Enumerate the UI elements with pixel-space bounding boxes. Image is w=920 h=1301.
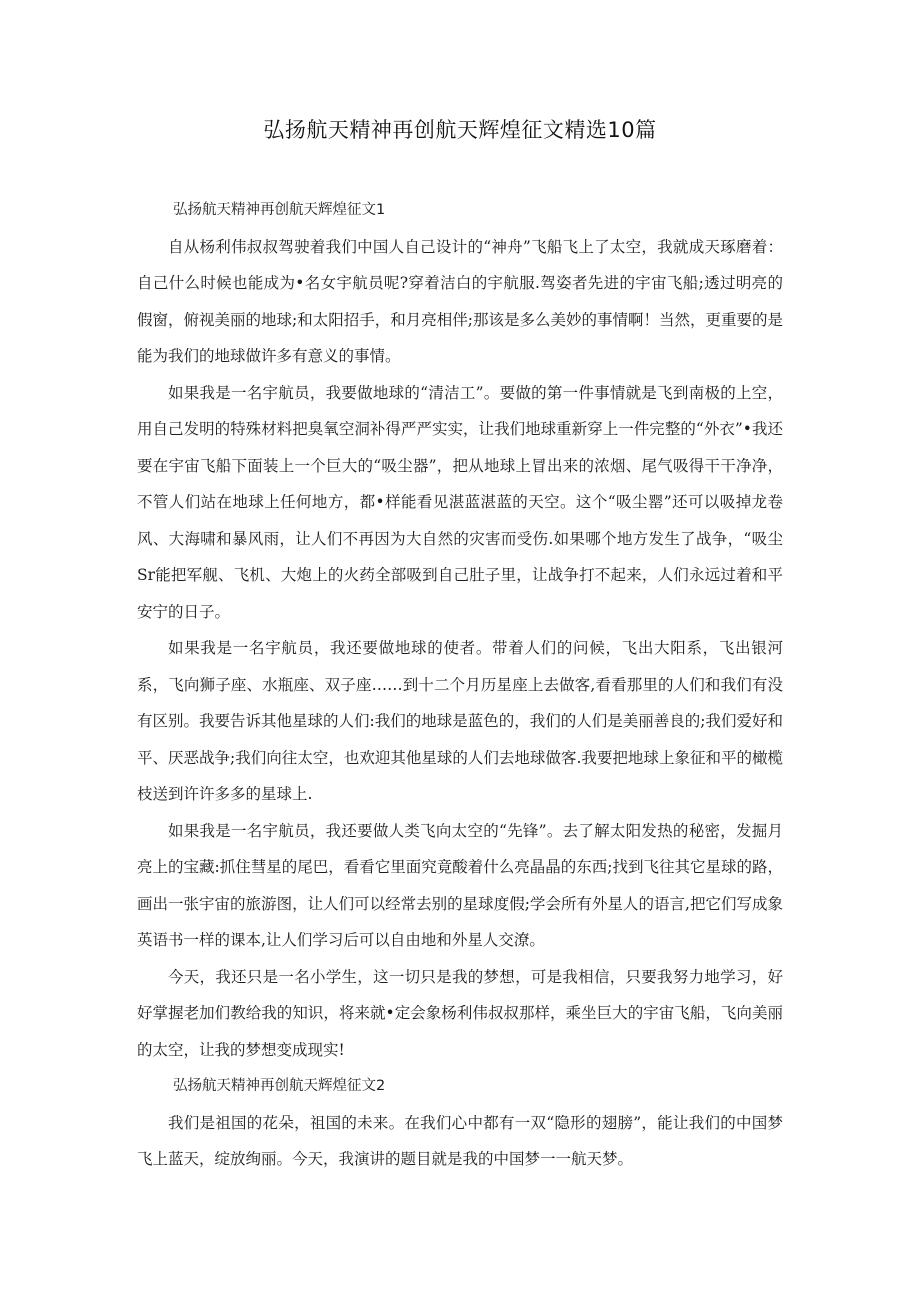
document-body: [137, 192, 783, 1178]
section-1-paragraph-1: 自从杨利伟叔叔驾驶着我们中国人自己设计的“神舟”飞船飞上了太空，我就成天琢磨着：自己什么时候也能成为•名女宇航员呢?穿着洁白的宇航服.驾姿者先进的宇宙飞船;透过明亮的假窗，俯视美丽的地球;和太阳招手，和月亮相伴;那该是多么美妙的事情啊！当然，更重要的是能为我们的地球做许多有意义的事情。: [137, 237, 783, 365]
section-1-paragraph-2: 如果我是一名宇航员，我要做地球的“清洁工”。要做的第一件事情就是飞到南极的上空，用自己发明的特殊材料把臭氧空洞补得严严实实，让我们地球重新穿上一件完整的“外衣”•我还要在宇宙飞船下面装上一个巨大的“吸尘器”，把从地球上冒出来的浓烟、尾气吸得干干净净，不管人们站在地球上任何地方，都•样能看见湛蓝湛蓝的天空。这个“吸尘罂”还可以吸掉龙卷风、大海啸和暴风雨，让人们不再因为大自然的灾害而受伤.如果哪个地方发生了战争，“吸尘Sr能把军舰、飞机、大炮上的火药全部吸到自己肚子里，让战争打不起来，人们永远过着和平安宁的日子。: [137, 383, 783, 621]
section-2-paragraph-1: 我们是祖国的花朵，祖国的未来。在我们心中都有一双“隐形的翅膀”，能让我们的中国梦飞上蓝天，绽放绚丽。今天，我演讲的题目就是我的中国梦一一航天梦。: [137, 1113, 783, 1168]
document-title: 弘扬航天精神再创航天辉煌征文精选10篇: [263, 118, 657, 142]
section-2-heading: 弘扬航天精神再创航天辉煌征文2: [173, 1078, 386, 1094]
section-1-heading: 弘扬航天精神再创航天辉煌征文1: [173, 202, 386, 218]
section-1-paragraph-3: 如果我是一名宇航员，我还要做地球的使者。带着人们的问候，飞出大阳系，飞出银河系，飞向狮子座、水瓶座、双子座……到十二个月历星座上去做客,看看那里的人们和我们有没有区别。我要告诉其他星球的人们:我们的地球是蓝色的，我们的人们是美丽善良的;我们爱好和平、厌恶战争;我们向往太空，也欢迎其他星球的人们去地球做客.我要把地球上象征和平的橄榄枝送到许许多多的星球上.: [137, 639, 783, 803]
section-1-paragraph-4: 如果我是一名宇航员，我还要做人类飞向太空的“先锋”。去了解太阳发热的秘密，发掘月亮上的宝藏:抓住彗星的尾巴，看看它里面究竟酸着什么亮晶晶的东西;找到飞往其它星球的路，画出一张宇宙的旅游图，让人们可以经常去别的星球度假;学会所有外星人的语言,把它们写成象英语书一样的课本,让人们学习后可以自由地和外星人交潦。: [137, 821, 783, 949]
section-1-paragraph-5: 今天，我还只是一名小学生，这一切只是我的梦想，可是我相信，只要我努力地学习，好好掌握老加们教给我的知识，将来就•定会象杨利伟叔叔那样，乘坐巨大的宇宙飞船，飞向美丽的太空，让我的梦想变成现实!: [137, 967, 783, 1059]
